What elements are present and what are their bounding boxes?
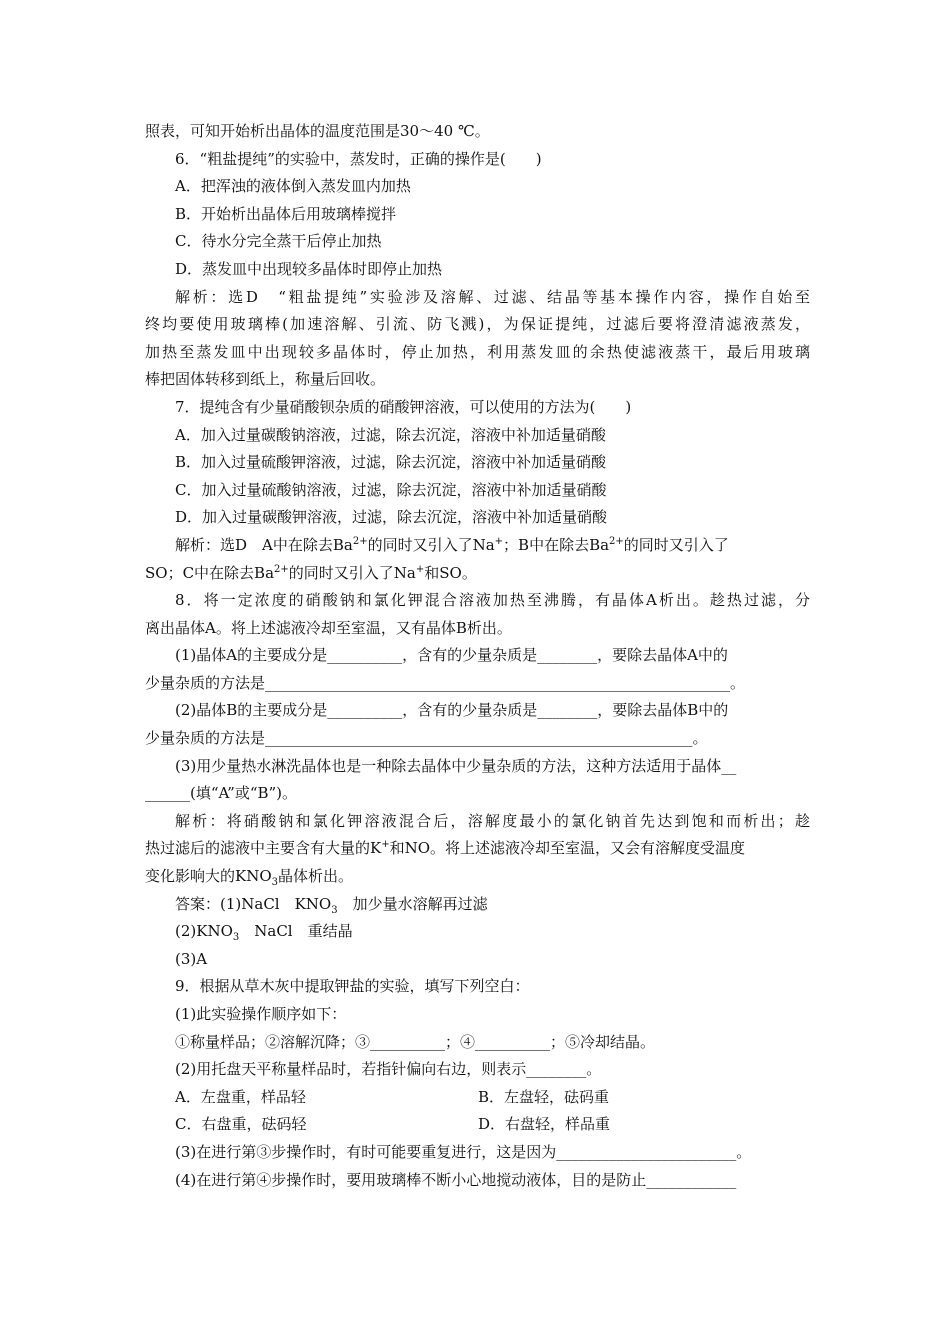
option-c: C．待水分完全蒸干后停止加热 <box>175 232 382 251</box>
text-run: 加少量水溶解再过滤 <box>337 894 488 913</box>
options-row <box>145 1111 810 1139</box>
question-8-stem: 8．将一定浓度的硝酸钠和氯化钾混合溶液加热至沸腾，有晶体A析出。趁热过滤，分 <box>175 591 810 610</box>
subscript: 3 <box>331 904 338 916</box>
superscript: 2+ <box>274 563 289 575</box>
question-9-part-4: (4)在进行第④步操作时，要用玻璃棒不断小心地搅动液体，目的是防止____________ <box>175 1170 737 1189</box>
option-c: C．加入过量硫酸钠溶液，过滤，除去沉淀，溶液中补加适量硝酸 <box>175 480 607 499</box>
text-run: 的同时又引入了 <box>623 535 729 554</box>
question-8-part-1: 少量杂质的方法是______________________________________________________________。 <box>145 673 746 692</box>
question-9-part-2: (2)用托盘天平称量样品时，若指针偏向右边，则表示________。 <box>175 1060 602 1079</box>
explanation-line: 解析：选D “粗盐提纯”实验涉及溶解、过滤、结晶等基本操作内容，操作自始至 <box>175 287 810 306</box>
question-9-part-3: (3)在进行第③步操作时，有时可能要重复进行，这是因为________________________。 <box>175 1142 752 1161</box>
answer-line: (3)A <box>175 949 208 968</box>
text-line: 照表，可知开始析出晶体的温度范围是30～40 ℃。 <box>145 122 490 140</box>
explanation-line: 棒把固体转移到纸上，称量后回收。 <box>145 370 386 389</box>
superscript: 2+ <box>609 535 624 547</box>
superscript: + <box>415 563 425 575</box>
text-run: ；B中在除去Ba <box>503 535 610 554</box>
option-d: D．加入过量碳酸钾溶液，过滤，除去沉淀，溶液中补加适量硝酸 <box>175 508 608 527</box>
superscript: + <box>494 535 504 547</box>
text-run: 。将上述滤液冷却至室温，又会有溶解度受温度 <box>430 839 746 858</box>
text-run: (2)KNO <box>175 922 233 941</box>
option-a: A．左盘重，样品轻 <box>175 1087 306 1106</box>
option-b: B．开始析出晶体后用玻璃棒搅拌 <box>175 204 397 223</box>
text-run: SO <box>145 563 168 582</box>
text-run: 热过滤后的滤液中主要含有大量的K <box>145 839 382 858</box>
explanation-line: 终均要使用玻璃棒(加速溶解、引流、防飞溅)，为保证提纯，过滤后要将澄清滤液蒸发， <box>145 315 810 334</box>
subscript: 3 <box>232 932 240 944</box>
explanation-line <box>145 835 810 863</box>
text-run: 。 <box>461 563 477 582</box>
text-run: 晶体析出。 <box>278 867 354 886</box>
option-c: C．右盘重，砝码轻 <box>175 1115 307 1134</box>
superscript: + <box>381 839 390 851</box>
option-a: A．把浑浊的液体倒入蒸发皿内加热 <box>175 177 411 196</box>
option-d: D．蒸发皿中出现较多晶体时即停止加热 <box>175 259 443 278</box>
question-8-part-3: ______(填“A”或“B”)。 <box>145 784 298 803</box>
option-b: B．加入过量硫酸钾溶液，过滤，除去沉淀，溶液中补加适量硝酸 <box>175 453 607 472</box>
question-9-part-1: ①称量样品；②溶解沉降；③__________；④__________；⑤冷却结晶。 <box>175 1032 656 1051</box>
question-6-stem: 6．“粗盐提纯”的实验中，蒸发时，正确的操作是( ) <box>175 149 542 168</box>
text-run: 答案：(1)NaCl KNO <box>175 894 332 913</box>
explanation-line <box>145 863 810 891</box>
subscript: 3 <box>271 877 279 889</box>
question-8-part-3: (3)用少量热水淋洗晶体也是一种除去晶体中少量杂质的方法，这种方法适用于晶体__ <box>175 756 737 775</box>
explanation-line: 加热至蒸发皿中出现较多晶体时，停止加热，利用蒸发皿的余热使滤液蒸干，最后用玻璃 <box>145 342 810 361</box>
text-run: ；C中在除去Ba <box>167 563 275 582</box>
option-a: A．加入过量碳酸钠溶液，过滤，除去沉淀，溶液中补加适量硝酸 <box>175 425 606 444</box>
question-9-part-1: (1)此实验操作顺序如下： <box>175 1005 347 1023</box>
document-body <box>145 118 810 1194</box>
question-7-stem: 7．提纯含有少量硝酸钡杂质的硝酸钾溶液，可以使用的方法为( ) <box>175 397 632 416</box>
superscript: 2+ <box>352 535 368 547</box>
explanation-line: 解析：将硝酸钠和氯化钾溶液混合后，溶解度最小的氯化钠首先达到饱和而析出；趁 <box>175 811 810 830</box>
answer-line <box>145 918 810 946</box>
text-run: 变化影响大的KNO <box>145 867 272 886</box>
answer-line <box>145 891 810 919</box>
explanation-line <box>145 560 810 588</box>
text-run: NaCl 重结晶 <box>239 922 353 941</box>
text-run: 和NO <box>389 839 431 858</box>
question-8-part-2: 少量杂质的方法是_________________________________________________________。 <box>145 729 708 748</box>
question-8-part-1: (1)晶体A的主要成分是__________，含有的少量杂质是________，要除去晶体A中的 <box>175 646 728 665</box>
text-run: 和SO <box>424 563 462 582</box>
question-8-part-2: (2)晶体B的主要成分是__________，含有的少量杂质是________，要除去晶体B中的 <box>175 701 729 720</box>
text-run: 的同时又引入了Na <box>367 535 495 554</box>
question-8-stem: 离出晶体A。将上述滤液冷却至室温，又有晶体B析出。 <box>145 618 512 637</box>
option-d: D．右盘轻，样品重 <box>478 1115 611 1134</box>
options-row <box>145 1084 810 1112</box>
question-9-stem: 9．根据从草木灰中提取钾盐的实验，填写下列空白： <box>175 977 530 996</box>
explanation-line <box>145 532 810 560</box>
text-run: 的同时又引入了Na <box>288 563 416 582</box>
option-b: B．左盘轻，砝码重 <box>478 1087 610 1106</box>
text-run: 解析：选D A中在除去Ba <box>175 535 353 554</box>
